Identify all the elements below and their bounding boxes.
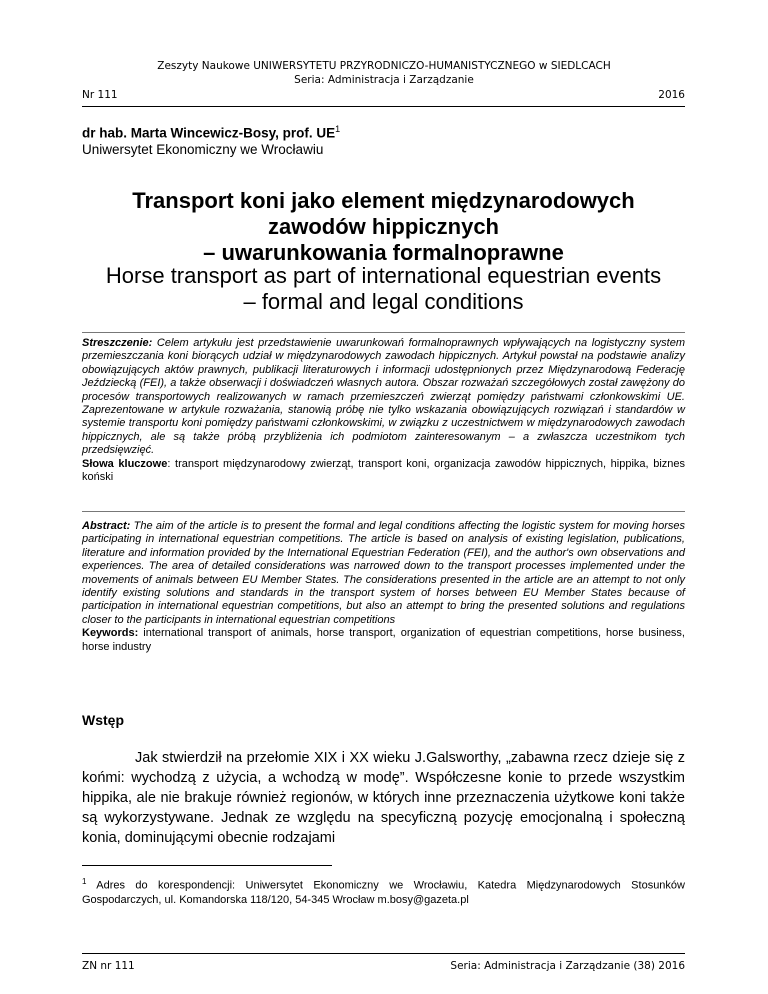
keywords-label: Keywords: — [82, 627, 139, 640]
author-footnote-mark: 1 — [335, 124, 341, 134]
abstract-paragraph — [82, 520, 685, 627]
slowa-kluczowe-text: : transport międzynarodowy zwierząt, transport koni, organizacja zawodów hippicznych, hippika, biznes koński — [82, 457, 686, 484]
title-en-line-2: – formal and legal conditions — [243, 289, 524, 314]
journal-series: Seria: Administracja i Zarządzanie — [294, 74, 474, 86]
footnote-rule — [82, 865, 332, 866]
author-line — [82, 124, 340, 141]
streszczenie-text: Celem artykułu jest przedstawienie uwarunkowań formalnoprawnych wpływających na logistyczny system przemieszczania koni biorących udział w międzynarodowych zawodach hippicznych. Artykuł powstał na podstawie analizy obowiązujących aktów prawnych, publikacji literaturowych i informacji udostępnionych przez Międzynarodową Federację Jeździecką (FEI), a także obserwacji i doświadczeń własnych autora. Obszar rozważań szczegółowych został zawężony do procesów transportowych realizowanych w ramach przemieszczeń zwierząt pomiędzy państwami członkowskimi UE. Zaprezentowane w artykule rozważania, stanowią próbę nie tylko wskazania obowiązujących rozwiązań i standardów w systemie transportu koni pomiędzy państwami członkowskimi, w związku z uczestnictwem w międzynarodowych zawodach hippicznych, ale są także próbą przybliżenia ich podmiotom zainteresowanym – a zwłaszcza uczestnikom tych przedsięwzięć. — [82, 337, 685, 457]
title-pl-line-2: zawodów hippicznych — [267, 214, 499, 239]
streszczenie-rule — [82, 332, 685, 333]
abstract-text: The aim of the article is to present the formal and legal conditions affecting the logistic system for moving horses participating in international equestrian competitions. The article is based on analysis of existing legislation, publications, literature and information provided by the International Equestrian Federation (FEI), and the author's own observations and experiences. The area of detailed considerations was narrowed down to the transport processes implemented under the movements of animals between EU Member States. The considerations presented in the article are an attempt to not only identify existing solutions and standards in the transport system of horses between EU Member States because of participation in international equestrian competitions, but also an attempt to bring the presented solutions and regulations closer to the participants in international equestrian competitions — [82, 520, 685, 626]
footer-right: Seria: Administracja i Zarządzanie (38) 2016 — [450, 960, 685, 972]
title-pl-line-1: Transport koni jako element międzynarodowych — [132, 188, 635, 213]
streszczenie-label: Streszczenie: — [82, 337, 153, 349]
keywords-text: international transport of animals, horse transport, organization of equestrian competitions, horse business, horse industry — [82, 627, 685, 653]
footnote-text: Adres do korespondencji: Uniwersytet Ekonomiczny we Wrocławiu, Katedra Międzynarodowych Stosunków Gospodarczych, ul. Komandorska 118/120, 54-345 Wrocław m.bosy@gazeta.pl — [82, 879, 685, 906]
title-en-line-1: Horse transport as part of international equestrian events — [105, 263, 662, 288]
footnote — [82, 875, 685, 907]
footer-rule — [82, 953, 685, 954]
body-paragraph: Jak stwierdził na przełomie XIX i XX wieku J.Galsworthy, „zabawna rzecz dzieje się z końmi: wychodzą z użycia, a wchodzą w modę”. Współczesne konie to przede wszystkim hippika, ale nie brakuje również regionów, w których inne przeznaczenia użytkowe koni także są wykorzystywane. Jednak ze względu na specyficzną pozycję emocjonalną i społeczną konia, dominującymi obecnie rodzajami — [82, 750, 685, 846]
keywords — [82, 627, 685, 654]
abstract-label: Abstract: — [82, 520, 131, 532]
footer-left: ZN nr 111 — [82, 960, 135, 972]
author-affiliation: Uniwersytet Ekonomiczny we Wrocławiu — [82, 142, 324, 157]
title-pl-line-3: – uwarunkowania formalnoprawne — [203, 240, 564, 265]
journal-title: Zeszyty Naukowe UNIWERSYTETU PRZYRODNICZO-HUMANISTYCZNEGO w SIEDLCACH — [157, 60, 611, 72]
slowa-kluczowe-label: Słowa kluczowe — [82, 457, 168, 470]
slowa-kluczowe — [82, 458, 685, 485]
footnote-mark: 1 — [82, 877, 87, 886]
header-rule — [82, 106, 685, 107]
title-english — [82, 263, 685, 315]
streszczenie-paragraph — [82, 337, 685, 458]
author-name: dr hab. Marta Wincewicz-Bosy, prof. UE — [82, 125, 336, 141]
issue-year: 2016 — [658, 89, 685, 101]
streszczenie-block — [82, 337, 685, 484]
abstract-rule — [82, 511, 685, 512]
section-heading: Wstęp — [82, 712, 124, 728]
abstract-block — [82, 520, 685, 654]
title-polish — [82, 188, 685, 266]
issue-number: Nr 111 — [82, 89, 118, 101]
